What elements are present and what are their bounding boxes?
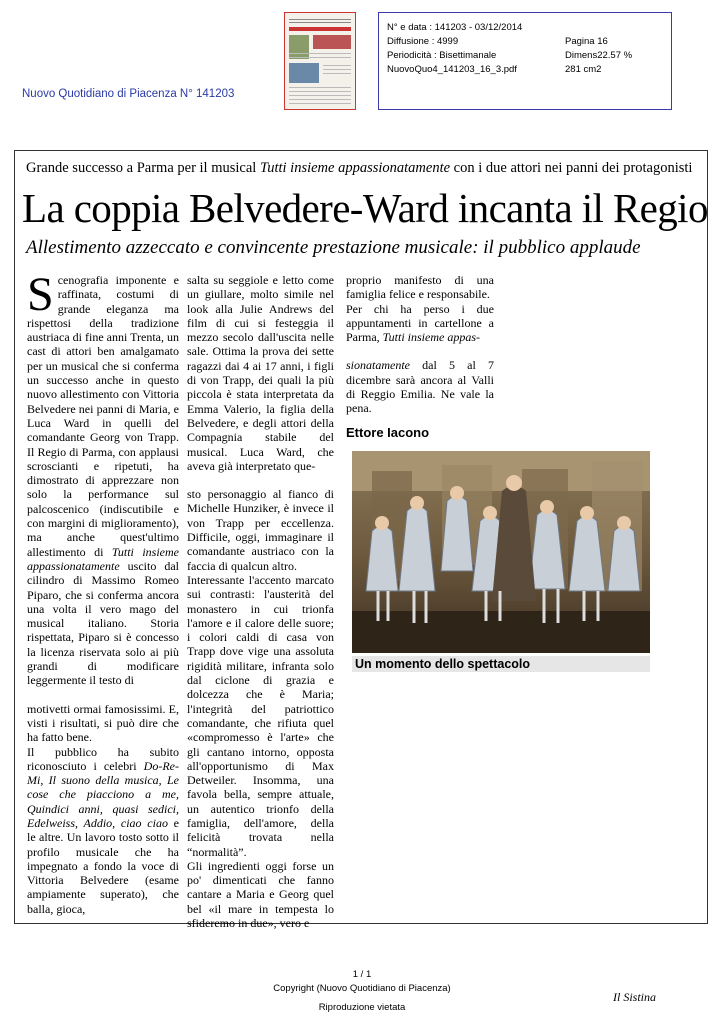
paragraph-text: Per chi ha perso i due appuntamenti in cartellone a Parma, <box>346 301 494 345</box>
kicker-text-end: con i due attori nei panni dei protagonisti <box>450 160 693 176</box>
paragraph-text: Il pubblico ha subito riconosciuto i celebri <box>27 744 179 773</box>
column-2-paragraph-1: salta su seggiole e letto come un giullare, molto simile nel look alla Julie Andrews del film di cui si festeggia il mezzo secolo dall'uscita nelle sale. Ottima la prova dei sette ragazzi dai 4 ai 17 anni, i figli di von Trapp, dei quali la più piccola è stata interpretata da Emma Valerio, la figlia della Belvedere, e degli attori della Compagnia stabile del musical. Luca Ward, che aveva già interpretato que- <box>187 273 334 473</box>
column-1-paragraph-1 <box>27 268 179 688</box>
drop-cap: S <box>27 268 54 321</box>
article-column-1 <box>27 268 180 916</box>
column-3-paragraph-2 <box>346 302 494 345</box>
info-file: NuovoQuo4_141203_16_3.pdf <box>387 64 517 75</box>
article-subhead: Allestimento azzeccato e convincente prestazione musicale: il pubblico applaude <box>26 237 641 258</box>
article-photo <box>352 451 650 653</box>
info-area: 281 cm2 <box>565 64 602 75</box>
article-column-3 <box>346 273 494 416</box>
info-number-date: N° e data : 141203 - 03/12/2014 <box>387 22 523 33</box>
column-3-paragraph-3 <box>346 358 494 415</box>
photo-caption: Un momento dello spettacolo <box>352 656 650 672</box>
paragraph-text: dal 5 al 7 dicembre sarà ancora al Valli di Reggio Emilia. Ne vale la pena. <box>346 358 494 416</box>
info-page: Pagina 16 <box>565 36 608 47</box>
show-title: Tutti insieme appas- <box>382 330 480 345</box>
newspaper-name: Nuovo Quotidiano di Piacenza N° 141203 <box>22 88 235 100</box>
paragraph-text: cenografia imponente e raffinata, costumi di grande eleganza ma rispettosi della tradizione austriaca di fine anni Trenta, un cast di attori ben amalgamato per un musical che si conferma un successo anche in questo nuovo allestimento con Vittoria Belvedere nei panni di Maria, e Luca Ward in quelli del comandante Georg von Trapp. Il Regio di Parma, con applausi scroscianti e ripetuti, ha dimostrato di apprezzare non solo la performance sul palcoscenico (indiscutibile e con margini di miglioramento), ma anche quest'ultimo allestimento di <box>27 273 179 559</box>
info-distribution: Diffusione : 4999 <box>387 36 459 47</box>
article-headline: La coppia Belvedere-Ward incanta il Regio <box>22 185 708 231</box>
show-title: sionatamente <box>346 358 410 373</box>
column-3-paragraph-1: proprio manifesto di una famiglia felice e responsabile. <box>346 273 494 302</box>
column-2-paragraph-2: sto personaggio al fianco di Michelle Hunziker, è invece il von Trapp per eccellenza. Difficile, oggi, immaginare il comandante austriaco con la faccia di qualcun altro. <box>187 487 334 573</box>
document-info-box <box>378 12 672 110</box>
article-kicker <box>26 160 698 177</box>
signature: Il Sistina <box>613 990 657 1004</box>
reproduction-notice: Riproduzione vietata <box>318 1002 406 1013</box>
column-2-paragraph-3: Interessante l'accento marcato sui contrasti: l'austerità del monastero in cui trionfa l'amore e il calore delle suore; i colori caldi di casa von Trapp dove vige una assoluta rigidità militare, infranta solo dal ciclone di grazia e dolcezza che è Maria; l'integrità del patriottico comandante, che rifiuta quel «compromesso è l'arte» che gli cantano intorno, opposta all'opportunismo di Max Detweiler. Insomma, una favola bella, sempre attuale, un autentico trionfo della famiglia, dell'amore, della felicità trovata nella “normalità”. <box>187 572 334 859</box>
show-title: Tutti insieme appassionatamente <box>27 544 179 573</box>
info-periodicity: Periodicità : Bisettimanale <box>387 50 497 61</box>
column-1-paragraph-2: motivetti ormai famosissimi. E, visti i risultati, si può dire che ha fatto bene. <box>27 701 179 745</box>
kicker-text: Grande successo a Parma per il musical <box>26 160 260 176</box>
stage-photo-illustration <box>352 451 650 653</box>
column-2-paragraph-4: Gli ingredienti oggi forse un po' dimenticati che fanno cantare a Maria e Georg quel bel «il mare in tempesta lo sfideremo in due», vero e <box>187 858 334 931</box>
copyright-notice: Copyright (Nuovo Quotidiano di Piacenza) <box>273 983 451 994</box>
column-1-paragraph-3 <box>27 745 179 917</box>
info-dimens: Dimens22.57 % <box>565 50 633 61</box>
article-author: Ettore Iacono <box>346 425 430 440</box>
article-column-2 <box>187 273 334 930</box>
song-titles: Do-Re-Mi, Il suono della musica, Le cose che piacciono a me, Quindici anni, quasi sedici, Edelweiss, Addio, ciao ciao <box>27 758 179 830</box>
paragraph-text: e le altre. Un lavoro tosto sotto il profilo musicale che ha impegnato a fondo la voce di Vittoria Belvedere (esame ampiamente superato), che balla, gioca, <box>27 815 180 916</box>
paragraph-text: uscito dal cilindro di Massimo Romeo Piparo, che si conferma ancora una volta il vero mago del musical italiano. Storia rispettata, Piparo si è concesso la licenza riservata solo ai più grandi di modificare leggermente il testo di <box>27 558 179 688</box>
page-count: 1 / 1 <box>352 969 372 980</box>
kicker-title: Tutti insieme appassionatamente <box>259 160 451 176</box>
page-thumbnail <box>284 12 356 110</box>
